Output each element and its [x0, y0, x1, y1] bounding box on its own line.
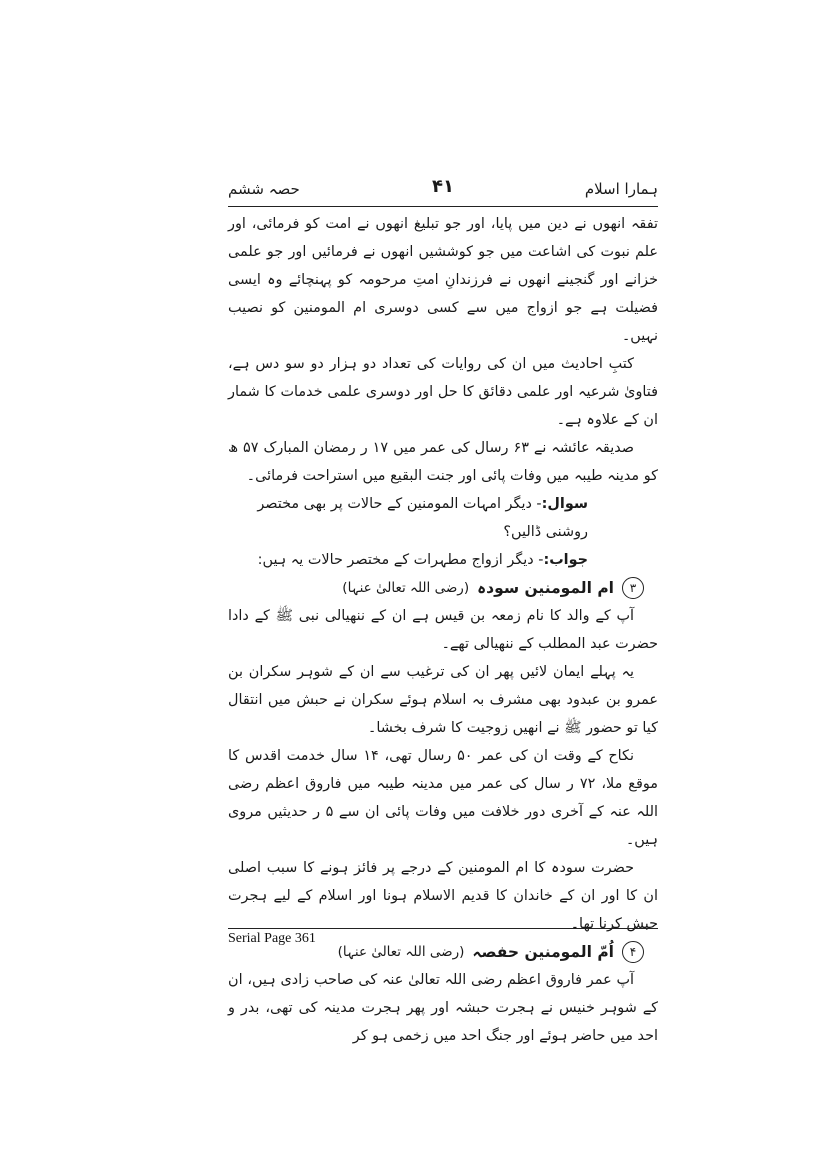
- question-label: سوال:: [541, 496, 588, 512]
- question: [228, 490, 658, 546]
- question-text: - دیگر امہات المومنین کے حالات پر بھی مختصر روشنی ڈالیں؟: [257, 496, 588, 540]
- section-title: ام المومنین سودہ: [477, 579, 614, 597]
- paragraph: یہ پہلے ایمان لائیں پھر ان کی ترغیب سے ان کے شوہر سکران بن عمرو بن عبدود بھی مشرف بہ اسلام ہوئے سکران نے حبش میں انتقال کیا تو حضور ﷺ نے انھیں زوجیت کا شرف بخشا۔: [228, 664, 658, 736]
- paragraph: آپ کے والد کا نام زمعہ بن قیس ہے ان کے ننھیالی نبی ﷺ کے دادا حضرت عبد المطلب کے ننھیالی تھے۔: [228, 608, 658, 652]
- serial-page-label: Serial Page 361: [228, 931, 316, 946]
- answer-label: جواب:: [543, 552, 588, 568]
- section-title: اُمّ المومنین حفصہ: [472, 943, 614, 961]
- book-title: ہمارا اسلام: [584, 180, 658, 198]
- answer: [228, 546, 658, 574]
- page-header: [228, 170, 658, 200]
- paragraph: کتبِ احادیث میں ان کی روایات کی تعداد دو ہزار دو سو دس ہے، فتاویٰ شرعیہ اور علمی دقائق کا حل اور دوسری علمی خدمات کا شمار ان کے علاوہ ہے۔: [228, 356, 658, 428]
- book-page: [228, 170, 658, 1044]
- paragraph: نکاح کے وقت ان کی عمر ۵۰ رسال تھی، ۱۴ سال خدمت اقدس کا موقع ملا، ۷۲ ر سال کی عمر میں مدینہ طیبہ میں فاروق اعظم رضی اللہ عنہ کے آخری دور خلافت میں وفات پائی ان سے ۵ ر حدیثیں مروی ہیں۔: [228, 748, 658, 848]
- answer-text: - دیگر ازواج مطہرات کے مختصر حالات یہ ہیں:: [257, 552, 544, 568]
- section-subtitle: (رضی اللہ تعالیٰ عنہا): [337, 944, 465, 960]
- section-heading-sauda: [228, 574, 658, 602]
- paragraph: تفقہ انھوں نے دین میں پایا، اور جو تبلیغ انھوں نے امت کو فرمائی، اور علم نبوت کی اشاعت میں جو کوششیں انھوں نے فرمائیں اور جو علمی خزانے اور گنجینے انھوں نے فرزندانِ امتِ مرحومہ کو پہنچائے وہ ایسی فضیلت ہے جو ازواج میں سے کسی دوسری ام المومنین کو نصیب نہیں۔: [228, 216, 658, 344]
- section-number: ۴: [622, 941, 644, 963]
- paragraph: آپ عمر فاروق اعظم رضی اللہ تعالیٰ عنہ کی صاحب زادی ہیں، ان کے شوہر خنیس نے ہجرت حبشہ اور پھر ہجرت مدینہ کی تھی، بدر و احد میں حاضر ہوئے اور جنگ احد میں زخمی ہو کر: [228, 972, 658, 1044]
- part-label: حصہ ششم: [228, 180, 300, 198]
- paragraph: حضرت سودہ کا ام المومنین کے درجے پر فائز ہونے کا سبب اصلی ان کا اور ان کے خاندان کا قدیم الاسلام ہونا اور اسلام کے لیے ہجرت حبش کرنا تھا۔: [228, 860, 658, 932]
- paragraph: صدیقہ عائشہ نے ۶۳ رسال کی عمر میں ۱۷ ر رمضان المبارک ۵۷ ھ کو مدینہ طیبہ میں وفات پائی اور جنت البقیع میں استراحت فرمائی۔: [228, 440, 658, 484]
- footer-divider: [228, 928, 658, 929]
- section-number: ۳: [622, 577, 644, 599]
- page-body: [228, 210, 658, 1050]
- page-number: ۴۱: [432, 176, 454, 197]
- header-divider: [228, 206, 658, 207]
- section-subtitle: (رضی اللہ تعالیٰ عنہا): [342, 580, 470, 596]
